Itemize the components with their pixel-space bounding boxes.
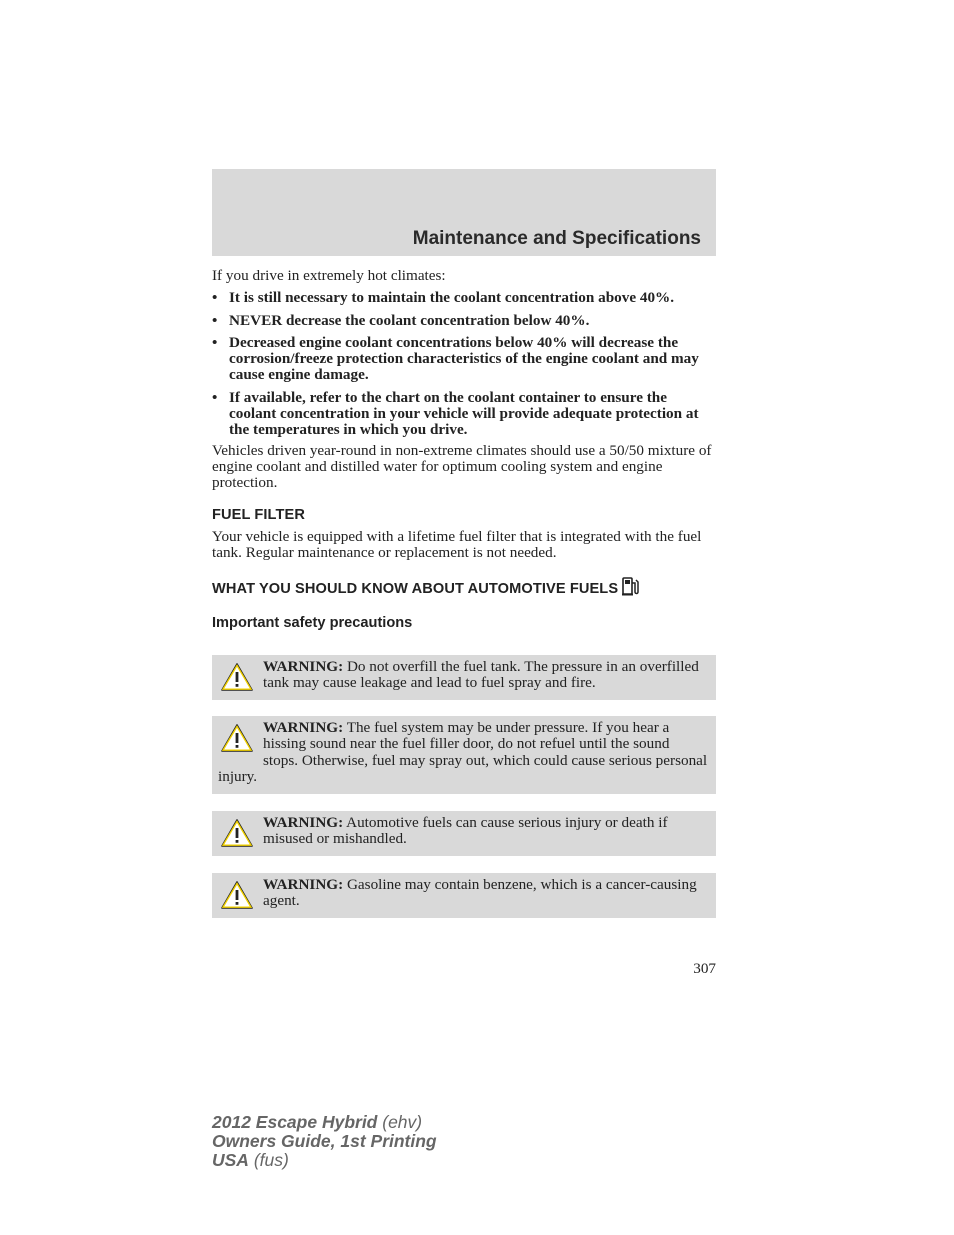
warning-text: Do not overfill the fuel tank. The pressure in an overfilled tank may cause leakage and lead to fuel spray and fire.: [263, 658, 699, 692]
warning-box: [212, 655, 716, 700]
automotive-fuels-heading-text: WHAT YOU SHOULD KNOW ABOUT AUTOMOTIVE FUELS: [212, 581, 619, 598]
footer-model: 2012 Escape Hybrid: [212, 1112, 378, 1132]
fuel-filter-text: Your vehicle is equipped with a lifetime fuel filter that is integrated with the fuel tank. Regular maintenance or replacement is not needed.: [212, 527, 702, 561]
warning-text: Gasoline may contain benzene, which is a cancer-causing agent.: [263, 876, 697, 910]
bullet-item: [212, 313, 716, 329]
coolant-bullet-list: [212, 290, 716, 438]
footer-line-1: [212, 1113, 437, 1132]
warning-triangle-icon: [220, 880, 254, 910]
year-round-paragraph: Vehicles driven year-round in non-extreme climates should use a 50/50 mixture of engine coolant and distilled water for optimum cooling system and engine protection.: [212, 441, 712, 492]
main-content: [212, 268, 716, 631]
warning-triangle-icon: [220, 723, 254, 753]
bullet-dot: •: [212, 311, 218, 329]
warning-box: [212, 873, 716, 918]
bullet-item: [212, 390, 716, 439]
section-header-band: [212, 169, 716, 256]
warning-box: [212, 811, 716, 856]
bullet-dot: •: [212, 388, 218, 406]
bullet-dot: •: [212, 289, 218, 307]
warning-triangle-icon: [220, 818, 254, 848]
safety-precautions-heading: Important safety precautions: [212, 615, 413, 632]
footer-market-code: (fus): [253, 1150, 289, 1170]
footer-line-3: [212, 1151, 437, 1170]
warning-label: WARNING:: [263, 876, 344, 893]
bullet-text: If available, refer to the chart on the coolant container to ensure the coolant concentration in your vehicle will provide adequate protection at the temperatures in which you drive.: [229, 388, 699, 439]
bullet-text: It is still necessary to maintain the coolant concentration above 40%.: [229, 289, 675, 307]
fuel-filter-heading: FUEL FILTER: [212, 506, 305, 523]
footer-line-2: [212, 1132, 437, 1151]
page-number: 307: [693, 960, 716, 977]
footer-printing: Owners Guide, 1st Printing: [212, 1131, 437, 1151]
footer-market: USA: [212, 1150, 249, 1170]
bullet-dot: •: [212, 333, 218, 351]
warning-box: [212, 716, 716, 794]
bullet-text: NEVER decrease the coolant concentration below 40%.: [229, 311, 590, 329]
document-footer: [212, 1113, 437, 1170]
fuel-pump-icon: [622, 577, 639, 600]
warning-label: WARNING:: [263, 719, 344, 736]
bullet-text: Decreased engine coolant concentrations below 40% will decrease the corrosion/freeze protection characteristics of the engine coolant and may cause engine damage.: [229, 333, 699, 384]
warning-text: The fuel system may be under pressure. If you hear a hissing sound near the fuel filler door, do not refuel until the sound stops. Otherwise, fuel may spray out, which could cause serious personal injury.: [218, 719, 708, 785]
section-title: Maintenance and Specifications: [412, 228, 701, 249]
bullet-item: [212, 335, 716, 384]
automotive-fuels-heading: [212, 577, 716, 600]
warning-text: Automotive fuels can cause serious injury or death if misused or mishandled.: [263, 814, 668, 848]
warning-label: WARNING:: [263, 658, 344, 675]
warning-triangle-icon: [220, 662, 254, 692]
intro-text: If you drive in extremely hot climates:: [212, 267, 446, 284]
bullet-item: [212, 290, 716, 306]
footer-model-code: (ehv): [382, 1112, 423, 1132]
warning-label: WARNING:: [263, 814, 344, 831]
